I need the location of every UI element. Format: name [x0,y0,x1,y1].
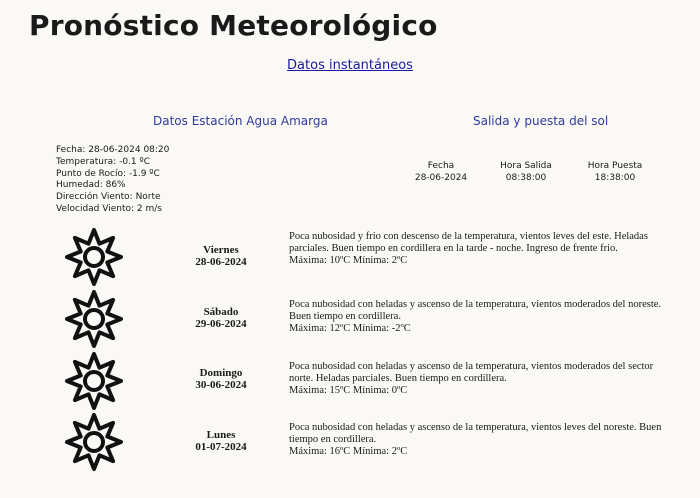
forecast-row [0,293,700,355]
forecast-description [289,299,669,336]
station-date: Fecha: 28-06-2024 08:20 [56,145,170,155]
forecast-temps: Máxima: 15ºC Mínima: 0ºC [289,385,408,397]
forecast-temps: Máxima: 12ºC Mínima: -2ºC [289,323,411,335]
sun-value-sunrise: 08:38:00 [505,172,547,183]
station-wind-speed: Velocidad Viento: 2 m/s [56,203,162,214]
forecast-day [180,367,262,391]
forecast-day [180,306,262,330]
forecast-date: 28-06-2024 [195,256,247,268]
forecast-date: 01-07-2024 [195,441,247,453]
sun-heading: Salida y puesta del sol [473,114,609,128]
station-wind-direction: Dirección Viento: Norte [56,192,161,203]
sun-col-sunrise [486,161,566,185]
sun-icon [64,289,124,349]
forecast-day [180,429,262,453]
forecast-description [289,361,669,398]
station-heading: Datos Estación Agua Amarga [153,114,328,128]
sun-col-date [401,161,481,185]
forecast-text: Poca nubosidad con heladas y ascenso de la temperatura, vientos moderados del noreste. Buen tiempo en cordillera. [289,299,662,323]
forecast-text: Poca nubosidad con heladas y ascenso de la temperatura, vientos leves del noreste. Buen tiempo en cordillera. [289,422,662,446]
forecast-date: 30-06-2024 [195,379,247,391]
instant-data-link-container [0,58,700,73]
forecast-row [0,416,700,478]
sun-value-sunset: 18:38:00 [594,172,636,183]
sun-header-date: Fecha [427,161,455,171]
forecast-row [0,231,700,293]
sun-icon [64,412,124,472]
forecast-day [180,244,262,268]
forecast-description [289,422,669,459]
forecast-temps: Máxima: 10ºC Mínima: 2ºC [289,255,408,267]
forecast-row [0,355,700,417]
forecast-text: Poca nubosidad con heladas y ascenso de la temperatura, vientos moderados del sector norte. Heladas parciales. Buen tiempo en cordillera. [289,361,654,385]
forecast-temps: Máxima: 16ºC Mínima: 2ºC [289,446,408,458]
forecast-day-name: Lunes [206,429,236,441]
forecast-day-name: Sábado [203,306,239,318]
sun-col-sunset [575,161,655,185]
sun-icon [64,227,124,287]
forecast-date: 29-06-2024 [195,318,247,330]
station-temperature: Temperatura: -0.1 ºC [56,156,151,167]
station-data [56,145,169,216]
forecast-text: Poca nubosidad y frio con descenso de la temperatura, vientos leves del este. Heladas parciales. Buen tiempo en cordillera en la tarde - noche. Ingreso de frente frio. [289,231,648,255]
sun-header-sunrise: Hora Salida [500,161,552,171]
station-humidity: Humedad: 86% [56,180,126,191]
sun-value-date: 28-06-2024 [414,172,468,183]
instant-data-link[interactable]: Datos instantáneos [287,58,413,73]
sun-header-sunset: Hora Puesta [587,161,643,171]
forecast-day-name: Domingo [199,367,243,379]
page-title: Pronóstico Meteorológico [29,9,438,42]
station-dew-point: Punto de Rocío: -1.9 ºC [56,168,160,179]
forecast-day-name: Viernes [203,244,239,256]
sun-icon [64,351,124,411]
forecast-description [289,231,669,268]
